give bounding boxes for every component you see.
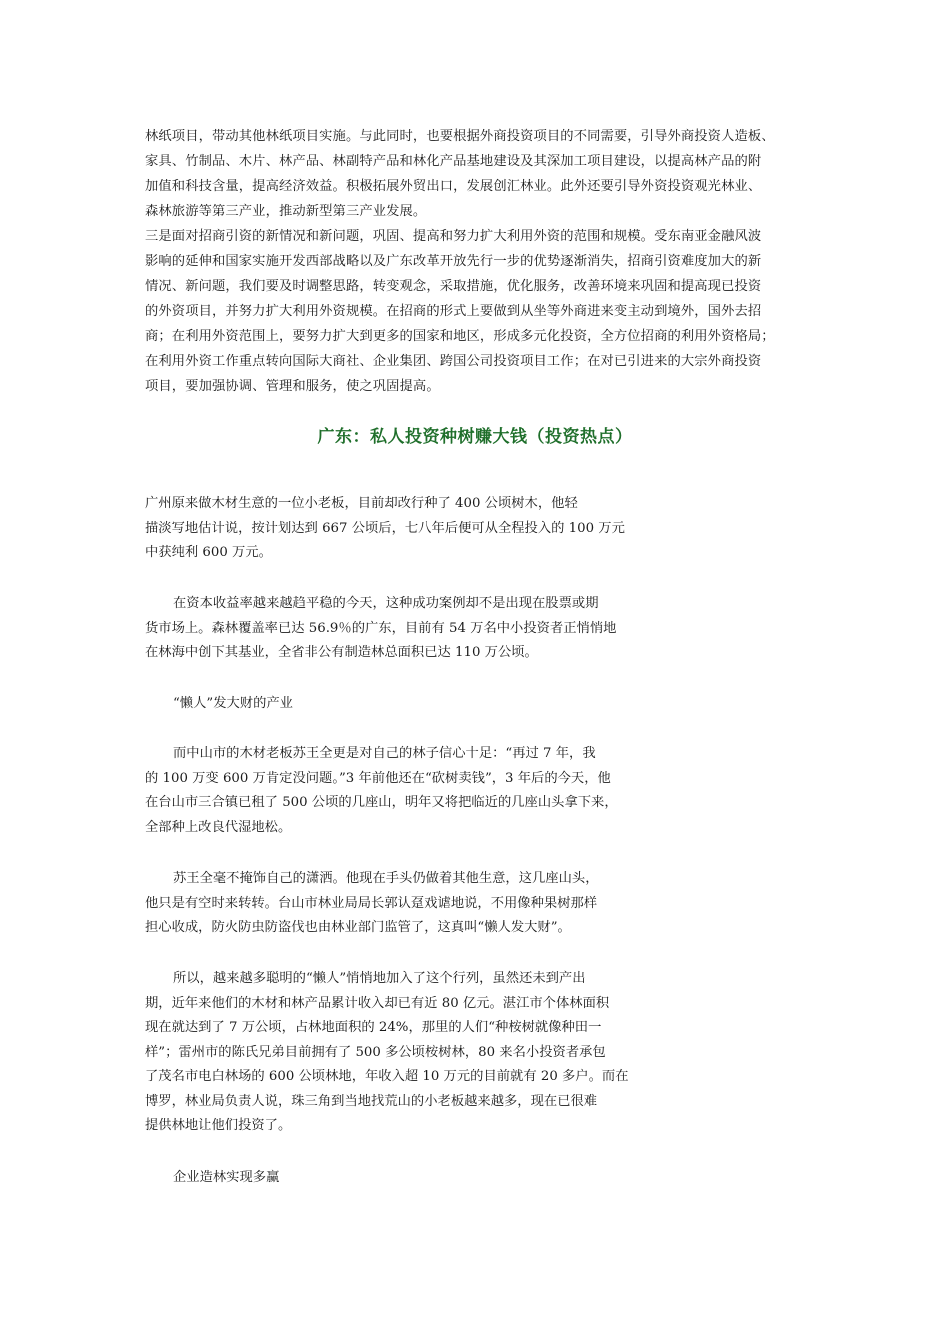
- paragraph-foreign-investment: [145, 224, 815, 399]
- text-line: 他只是有空时来转转。台山市林业局局长郭认趸戏谑地说，不用像种果树那样: [145, 895, 598, 911]
- text-line: 了茂名市电白林场的 600 公顷林地，年收入超 10 万元的目前就有 20 多户。而在: [145, 1069, 629, 1084]
- text-line: 提供林地让他们投资了。: [145, 1118, 292, 1133]
- text-line: 样”；雷州市的陈氏兄弟目前拥有了 500 多公顷桉树林，80 来名小投资者承包: [145, 1044, 606, 1060]
- text-line: 期，近年来他们的木材和林产品累计收入却已有近 80 亿元。湛江市个体林面积: [145, 995, 610, 1011]
- text-line: 在资本收益率越来越趋平稳的今天，这种成功案例却不是出现在股票或期: [173, 596, 599, 611]
- article-paragraph-1: [145, 492, 665, 566]
- text-line: 的外资项目，并努力扩大利用外资规模。在招商的形式上要做到从坐等外商进来变主动到境外，国外去招: [145, 304, 762, 319]
- article-paragraph-4: [145, 867, 665, 941]
- section-subheading-lazy-people: [145, 692, 665, 717]
- text-line: 的 100 万变 600 万肯定没问题。”3 年前他还在“砍树卖钱”，3 年后的今天，他: [145, 770, 611, 786]
- text-line: 担心收成，防火防虫防盗伐也由林业部门监管了，这真叫“懒人发大财”。: [145, 920, 571, 935]
- text-line: 在台山市三合镇已租了 500 公顷的几座山，明年又将把临近的几座山头拿下来，: [145, 795, 618, 810]
- text-line: 在林海中创下其基业，全省非公有制造林总面积已达 110 万公顷。: [145, 645, 538, 660]
- text-line: 而中山市的木材老板苏王全更是对自己的林子信心十足：“再过 7 年，我: [173, 746, 596, 761]
- text-line: 广州原来做木材生意的一位小老板，目前却改行种了 400 公顷树木，他轻: [145, 496, 578, 511]
- text-line: 商；在利用外资范围上，要努力扩大到更多的国家和地区，形成多元化投资，全方位招商的利用外资格局；: [145, 329, 775, 344]
- article-paragraph-3: [145, 742, 665, 840]
- article-paragraph-2: [145, 592, 665, 666]
- section-subheading-enterprise: [145, 1166, 665, 1191]
- text-line: 三是面对招商引资的新情况和新问题，巩固、提高和努力扩大利用外资的范围和规模。受东南亚金融风波: [145, 229, 762, 244]
- subheading-text: 企业造林实现多赢: [173, 1170, 280, 1185]
- text-line: 货市场上。森林覆盖率已达 56.9％的广东，目前有 54 万名中小投资者正悄悄地: [145, 620, 617, 636]
- text-line: 林纸项目，带动其他林纸项目实施。与此同时，也要根据外商投资项目的不同需要，引导外商投资人造板、: [145, 129, 775, 144]
- paragraph-forestry-paper-projects: [145, 124, 815, 224]
- text-line: 苏王全毫不掩饰自己的潇洒。他现在手头仍做着其他生意，这几座山头，: [173, 871, 599, 886]
- text-line: 项目，要加强协调、管理和服务，使之巩固提高。: [145, 379, 440, 394]
- text-line: 博罗，林业局负责人说，珠三角到当地找荒山的小老板越来越多，现在已很难: [145, 1093, 598, 1109]
- text-line: 影响的延伸和国家实施开发西部战略以及广东改革开放先行一步的优势逐渐消失，招商引资难度加大的新: [145, 254, 762, 269]
- text-line: 加值和科技含量，提高经济效益。积极拓展外贸出口，发展创汇林业。此外还要引导外资投资观光林业、: [145, 179, 762, 194]
- text-line: 描淡写地估计说，按计划达到 667 公顷后，七八年后便可从全程投入的 100 万元: [145, 520, 625, 536]
- text-line: 中获纯利 600 万元。: [145, 545, 272, 560]
- article-paragraph-5: [145, 967, 665, 1139]
- text-line: 现在就达到了 7 万公顷，占林地面积的 24%，那里的人们“种桉树就像种田一: [145, 1020, 602, 1035]
- text-line: 全部种上改良代湿地松。: [145, 819, 292, 835]
- text-line: 情况、新问题，我们要及时调整思路，转变观念，采取措施，优化服务，改善环境来巩固和提高现已投资: [145, 279, 762, 294]
- subheading-text: “懒人”发大财的产业: [173, 696, 293, 711]
- text-line: 所以，越来越多聪明的“懒人”悄悄地加入了这个行列，虽然还未到产出: [173, 971, 586, 986]
- text-line: 森林旅游等第三产业，推动新型第三产业发展。: [145, 204, 427, 219]
- text-line: 家具、竹制品、木片、林产品、林副特产品和林化产品基地建设及其深加工项目建设，以提高林产品的附: [145, 154, 762, 169]
- text-line: 在利用外资工作重点转向国际大商社、企业集团、跨国公司投资项目工作；在对已引进来的大宗外商投资: [145, 354, 762, 369]
- article-title: 广东：私人投资种树赚大钱（投资热点）: [317, 427, 633, 447]
